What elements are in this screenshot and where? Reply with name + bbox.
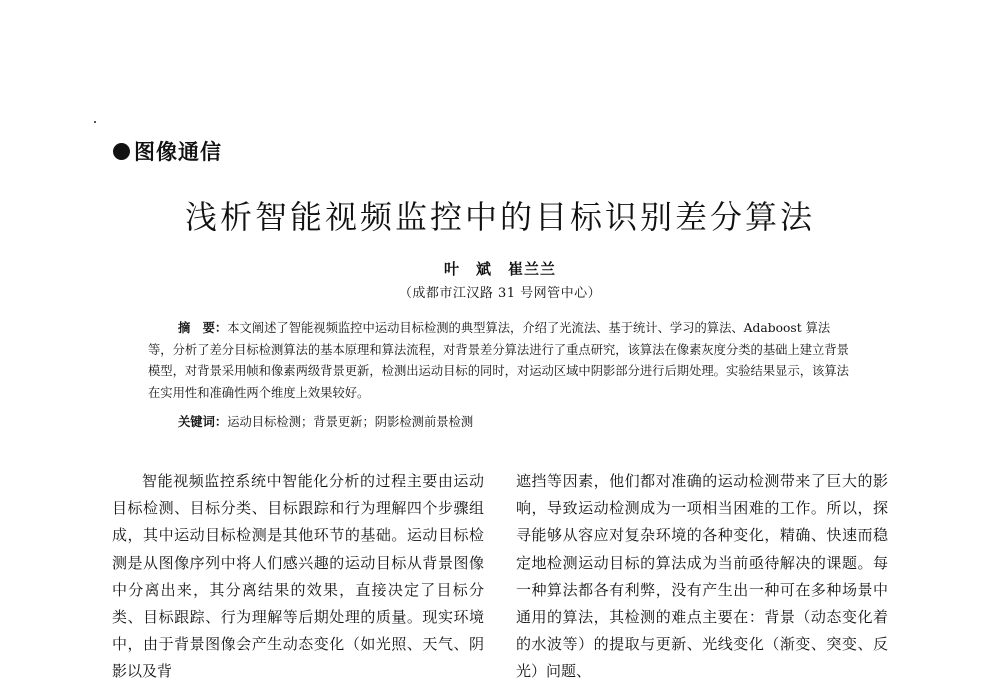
paper-title: 浅析智能视频监控中的目标识别差分算法 <box>184 198 815 236</box>
body-right-text: 遮挡等因素，他们都对准确的运动检测带来了巨大的影响，导致运动检测成为一项相当困难的工作。所以，探寻能够从容应对复杂环境的各种变化，精确、快速而稳定地检测运动目标的算法成为当前亟待解决的课题。每一种算法都各有利弊，没有产生出一种可在多种场景中通用的算法，其检测的难点主要在：背景（动态变化着的水波等）的提取与更新、光线变化（渐变、突变、反光）问题、 <box>516 472 888 681</box>
keywords-text: 运动目标检测；背景更新；阴影检测前景检测 <box>227 415 474 429</box>
keywords-label: 关键词： <box>178 415 228 429</box>
abstract-paragraph <box>148 318 850 404</box>
abstract-text: 本文阐述了智能视频监控中运动目标检测的典型算法，介绍了光流法、基于统计、学习的算法、Adaboost 算法等，分析了差分目标检测算法的基本原理和算法流程，对背景差分算法进行了重点研究，该算法在像素灰度分类的基础上建立背景模型，对背景采用帧和像素两级背景更新，检测出运动目标的同时，对运动区域中阴影部分进行后期处理。实验结果显示，该算法在实用性和准确性两个维度上效果较好。 <box>148 321 849 400</box>
body-left-text: 智能视频监控系统中智能化分析的过程主要由运动目标检测、目标分类、目标跟踪和行为理解四个步骤组成，其中运动目标检测是其他环节的基础。运动目标检测是从图像序列中将人们感兴趣的运动目标从背景图像中分离出来，其分离结果的效果，直接决定了目标分类、目标跟踪、行为理解等后期处理的质量。现实环境中，由于背景图像会产生动态变化（如光照、天气、阴影以及背 <box>112 472 484 681</box>
abstract-label: 摘 要： <box>178 321 228 335</box>
body-left-column <box>112 468 484 686</box>
affiliation: （成都市江汉路 31 号网管中心） <box>398 286 602 301</box>
scan-speck <box>94 121 96 123</box>
keywords <box>178 412 858 432</box>
bullet-dot-icon <box>113 143 130 160</box>
authors: 叶 斌 崔兰兰 <box>443 260 556 278</box>
body-right-column <box>516 468 888 686</box>
section-label <box>113 136 222 166</box>
section-label-text: 图像通信 <box>134 140 222 164</box>
abstract <box>148 318 850 404</box>
